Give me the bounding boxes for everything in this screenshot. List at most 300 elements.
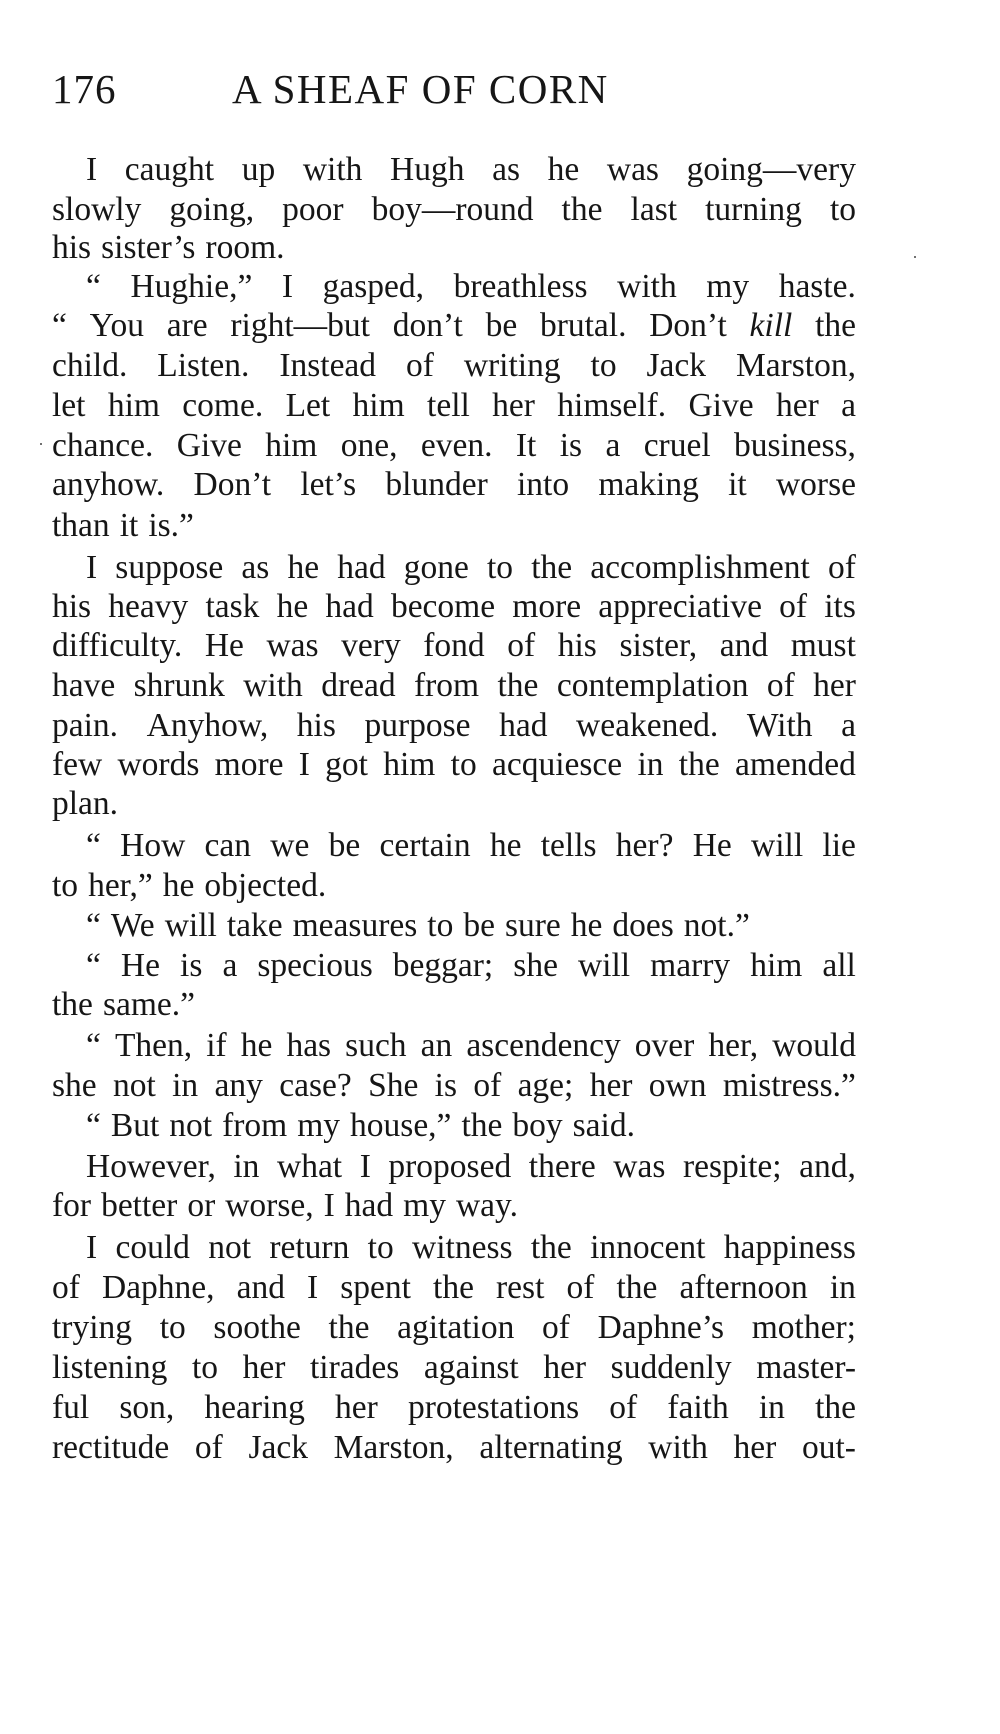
word: tirades	[309, 1349, 400, 1386]
word: had	[499, 707, 548, 744]
word: witness	[412, 1229, 513, 1266]
word: with	[617, 268, 677, 305]
word: her?	[615, 827, 674, 864]
word: he	[276, 588, 309, 625]
word: her,”	[88, 867, 153, 904]
word: from	[222, 1107, 288, 1144]
word: or	[187, 1187, 216, 1224]
word: and,	[799, 1148, 856, 1185]
word: not	[169, 1107, 213, 1144]
word: respite;	[682, 1148, 782, 1185]
word: anyhow.	[52, 466, 165, 503]
word: Give	[688, 387, 754, 424]
word: as	[241, 549, 270, 586]
text-line	[86, 944, 856, 988]
word: right—but	[230, 307, 370, 344]
word: Anyhow,	[146, 707, 269, 744]
word: plan.	[52, 785, 119, 822]
word: not.”	[683, 907, 750, 944]
word: writing	[463, 347, 561, 384]
word: How	[120, 827, 186, 864]
word: appreciative	[598, 588, 762, 625]
word: Give	[176, 427, 242, 464]
word: the	[678, 746, 720, 783]
text-line	[52, 226, 285, 270]
word: to	[486, 549, 514, 586]
word: trying	[52, 1309, 133, 1346]
word: pain.	[52, 707, 119, 744]
word: with	[648, 1429, 708, 1466]
word: spent	[340, 1269, 411, 1306]
word: against	[423, 1349, 519, 1386]
word: boy—round	[371, 191, 534, 228]
word: same.”	[102, 986, 196, 1023]
word: of	[194, 1429, 223, 1466]
word: protestations	[407, 1389, 580, 1426]
word: more	[214, 746, 284, 783]
word: return	[269, 1229, 350, 1266]
word: sister’s	[101, 229, 196, 266]
word: Marston,	[735, 347, 856, 384]
word: hearing	[204, 1389, 305, 1426]
word: all	[822, 947, 856, 984]
word: of	[566, 1269, 595, 1306]
word: marry	[650, 947, 731, 984]
word: as	[492, 151, 520, 188]
word: let’s	[300, 466, 357, 503]
text-line	[52, 624, 856, 668]
page-header	[52, 64, 872, 114]
word: in	[758, 1389, 785, 1426]
word: faith	[667, 1389, 729, 1426]
word: her	[335, 1389, 378, 1426]
word: a	[841, 387, 856, 424]
text-line	[52, 664, 856, 708]
word: of	[52, 1269, 80, 1306]
word: to	[159, 1309, 186, 1346]
word: of	[766, 667, 795, 704]
word: out-	[801, 1429, 856, 1466]
word: was	[606, 151, 659, 188]
word: will	[577, 947, 631, 984]
text-line	[52, 704, 856, 748]
word: any	[214, 1067, 263, 1104]
text-line	[52, 344, 856, 388]
word: worse,	[225, 1187, 314, 1224]
word: mother;	[751, 1309, 856, 1346]
word: we	[270, 827, 310, 864]
text-line	[52, 743, 856, 787]
word: what	[277, 1148, 343, 1185]
word: room.	[205, 229, 285, 266]
word: over	[634, 1027, 695, 1064]
word: from	[413, 667, 480, 704]
text-line	[86, 1226, 856, 1270]
word: Don’t	[649, 307, 727, 344]
text-line	[86, 546, 856, 590]
word: Daphne’s	[597, 1309, 725, 1346]
word: objected.	[204, 867, 327, 904]
word: last	[630, 191, 678, 228]
text-line	[86, 904, 750, 948]
word: He	[692, 827, 732, 864]
word: son,	[119, 1389, 175, 1426]
word: sister,	[619, 627, 698, 664]
word: will	[164, 907, 217, 944]
word: of	[609, 1389, 638, 1426]
word: his	[52, 229, 92, 266]
text-line	[52, 1426, 856, 1470]
word: Daphne,	[101, 1269, 215, 1306]
text-line	[86, 148, 856, 192]
word: Let	[285, 387, 331, 424]
word: age;	[517, 1067, 574, 1104]
word: “	[86, 1107, 101, 1144]
word: in	[829, 1269, 856, 1306]
word: not	[208, 1229, 252, 1266]
word: him	[107, 387, 160, 424]
word: tell	[427, 387, 470, 424]
word: going,	[169, 191, 255, 228]
word: had	[325, 588, 374, 625]
word: in	[233, 1148, 260, 1185]
print-speck	[914, 256, 916, 258]
word: his	[557, 627, 597, 664]
word: “	[86, 827, 101, 864]
word: a	[222, 947, 238, 984]
word: it	[119, 507, 139, 544]
word: ascendency	[466, 1027, 621, 1064]
word: must	[790, 627, 856, 664]
word: caught	[124, 151, 215, 188]
word: master-	[756, 1349, 856, 1386]
word: task	[205, 588, 260, 625]
word: “	[86, 268, 101, 305]
text-line	[86, 824, 856, 868]
word: specious	[257, 947, 373, 984]
word: gasped,	[322, 268, 425, 305]
word: he	[547, 151, 580, 188]
word: business,	[734, 427, 856, 464]
word: the	[530, 1229, 572, 1266]
word: him	[750, 947, 803, 984]
word: amended	[734, 746, 856, 783]
word: up	[241, 151, 276, 188]
word: dread	[321, 667, 396, 704]
word: her	[733, 1429, 777, 1466]
word: of	[827, 549, 856, 586]
text-line	[86, 1145, 856, 1189]
word: does	[612, 907, 674, 944]
word: slowly	[52, 191, 142, 228]
word: blunder	[385, 466, 488, 503]
word: I	[307, 1269, 319, 1306]
word: the	[52, 986, 93, 1023]
word: purpose	[364, 707, 471, 744]
word: listening	[52, 1349, 168, 1386]
word: Don’t	[193, 466, 272, 503]
word: rectitude	[52, 1429, 170, 1466]
word: “	[52, 307, 67, 344]
page-number: 176	[52, 66, 117, 112]
word: You	[89, 307, 144, 344]
text-line	[52, 504, 194, 548]
word: I	[323, 1187, 335, 1224]
word: him	[352, 387, 405, 424]
word: Hugh	[390, 151, 465, 188]
word: happiness	[723, 1229, 856, 1266]
word: difficulty.	[52, 627, 183, 664]
word: acquiesce	[491, 746, 623, 783]
text-line	[52, 1306, 856, 1350]
word: be	[463, 907, 495, 944]
word: and	[719, 627, 769, 664]
word: to	[191, 1349, 219, 1386]
word: I	[359, 1148, 371, 1185]
word: cruel	[643, 427, 711, 464]
word: and	[236, 1269, 285, 1306]
word: soothe	[213, 1309, 301, 1346]
word: she	[513, 947, 558, 984]
text-line	[52, 463, 856, 507]
word: even.	[420, 427, 493, 464]
word: her	[813, 667, 856, 704]
word: ful	[52, 1389, 90, 1426]
text-line	[52, 1064, 856, 1108]
word: of	[473, 1067, 502, 1104]
word: I	[86, 1229, 98, 1266]
word: of	[542, 1309, 570, 1346]
word: his	[296, 707, 336, 744]
word: She	[368, 1067, 419, 1104]
text-line	[52, 585, 856, 629]
print-speck	[40, 443, 42, 445]
word: would	[772, 1027, 856, 1064]
word: With	[746, 707, 813, 744]
word: the	[616, 1269, 658, 1306]
word: is	[559, 427, 583, 464]
word: had	[344, 1187, 394, 1224]
word: case?	[279, 1067, 352, 1104]
word: a	[605, 427, 621, 464]
word: take	[226, 907, 283, 944]
word: Then,	[114, 1027, 193, 1064]
word: come.	[182, 387, 264, 424]
word: weakened.	[576, 707, 719, 744]
word: her	[492, 387, 535, 424]
word: child.	[52, 347, 128, 384]
word: worse	[775, 466, 856, 503]
word: he	[489, 827, 522, 864]
word: agitation	[397, 1309, 515, 1346]
word: be	[485, 307, 518, 344]
word: the	[461, 1107, 503, 1144]
word: chance.	[52, 427, 154, 464]
word: is	[180, 947, 203, 984]
text-line	[86, 265, 856, 309]
word: better	[101, 1187, 178, 1224]
word: shrunk	[133, 667, 225, 704]
word: mistress.”	[722, 1067, 856, 1104]
word: certain	[379, 827, 471, 864]
word: gone	[403, 549, 469, 586]
word: to	[450, 746, 477, 783]
word: of	[507, 627, 536, 664]
word: with	[243, 667, 303, 704]
word: heavy	[108, 588, 189, 625]
word: “	[86, 907, 101, 944]
word: accomplishment	[590, 549, 810, 586]
word: Hughie,”	[130, 268, 253, 305]
word: making	[598, 466, 699, 503]
word: has	[286, 1027, 332, 1064]
word: Jack	[646, 347, 707, 384]
word: Instead	[279, 347, 377, 384]
word: alternating	[479, 1429, 623, 1466]
word: is.”	[148, 507, 194, 544]
word: I	[86, 151, 98, 188]
word: way.	[455, 1187, 518, 1224]
word: going—very	[686, 151, 856, 188]
word: than	[52, 507, 110, 544]
text-line	[52, 1386, 856, 1430]
word: her	[543, 1349, 587, 1386]
word: to	[590, 347, 617, 384]
word: be	[328, 827, 361, 864]
word: she	[52, 1067, 97, 1104]
word: not	[112, 1067, 156, 1104]
word: her	[589, 1067, 633, 1104]
word: are	[166, 307, 208, 344]
word: an	[420, 1027, 453, 1064]
text-line	[86, 1104, 635, 1148]
word: could	[115, 1229, 190, 1266]
word: tells	[540, 827, 597, 864]
word: Jack	[248, 1429, 308, 1466]
word: in	[172, 1067, 199, 1104]
word: her	[242, 1349, 286, 1386]
word: with	[302, 151, 363, 188]
word: got	[325, 746, 368, 783]
word: few	[52, 746, 103, 783]
word: said.	[572, 1107, 635, 1144]
word: to	[367, 1229, 394, 1266]
word: the	[561, 191, 603, 228]
word: its	[824, 588, 856, 625]
word: Listen.	[157, 347, 250, 384]
running-title: A SHEAF OF CORN	[232, 66, 609, 112]
word: such	[345, 1027, 407, 1064]
word: if	[206, 1027, 227, 1064]
word: suddenly	[610, 1349, 732, 1386]
word: of	[405, 347, 434, 384]
word: poor	[282, 191, 344, 228]
word: house,”	[350, 1107, 452, 1144]
word: can	[204, 827, 252, 864]
word: proposed	[388, 1148, 512, 1185]
word: his	[52, 588, 92, 625]
word: it	[728, 466, 747, 503]
word: words	[117, 746, 200, 783]
word: was	[613, 1148, 666, 1185]
word: very	[341, 627, 401, 664]
text-line	[52, 424, 856, 468]
word: don’t	[392, 307, 463, 344]
word: he	[240, 1027, 273, 1064]
word: one,	[340, 427, 398, 464]
word: But	[110, 1107, 160, 1144]
text-line	[52, 1184, 518, 1228]
word: had	[337, 549, 386, 586]
word: He	[120, 947, 160, 984]
word: fond	[423, 627, 485, 664]
word: into	[517, 466, 570, 503]
word: my	[297, 1107, 341, 1144]
word: innocent	[590, 1229, 706, 1266]
word: himself.	[557, 387, 667, 424]
word: the	[433, 1269, 474, 1306]
word: have	[52, 667, 116, 704]
word: let	[52, 387, 86, 424]
word: him	[265, 427, 318, 464]
word: for	[52, 1187, 92, 1224]
word: He	[204, 627, 244, 664]
word: measures	[292, 907, 418, 944]
word: the	[328, 1309, 370, 1346]
word: sure	[504, 907, 561, 944]
text-line	[52, 304, 856, 348]
word: We	[110, 907, 155, 944]
word: breathless	[453, 268, 588, 305]
text-line	[52, 1266, 856, 1310]
word: the	[815, 1389, 856, 1426]
word: contemplation	[556, 667, 749, 704]
text-line	[52, 864, 326, 908]
word: her	[775, 387, 819, 424]
word: to	[829, 191, 856, 228]
word: my	[706, 268, 750, 305]
word: him	[383, 746, 436, 783]
text-line	[52, 384, 856, 428]
word: “	[86, 1027, 101, 1064]
word: a	[841, 707, 856, 744]
word: “	[86, 947, 101, 984]
word: afternoon	[679, 1269, 808, 1306]
word: own	[648, 1067, 707, 1104]
word: he	[162, 867, 195, 904]
word: become	[390, 588, 496, 625]
word: will	[751, 827, 804, 864]
word: to	[52, 867, 79, 904]
word: However,	[86, 1148, 216, 1185]
word: the	[497, 667, 539, 704]
word: to	[427, 907, 454, 944]
text-line	[52, 983, 195, 1027]
word: I	[298, 746, 310, 783]
word: rest	[496, 1269, 545, 1306]
word: her,	[708, 1027, 759, 1064]
text-line	[86, 1024, 856, 1068]
word: in	[637, 746, 664, 783]
word: turning	[705, 191, 802, 228]
word: he	[570, 907, 603, 944]
word: kill	[749, 307, 793, 344]
word: my	[403, 1187, 446, 1224]
word: is	[434, 1067, 457, 1104]
word: the	[815, 307, 856, 344]
text-line	[52, 782, 118, 826]
word: I	[86, 549, 98, 586]
